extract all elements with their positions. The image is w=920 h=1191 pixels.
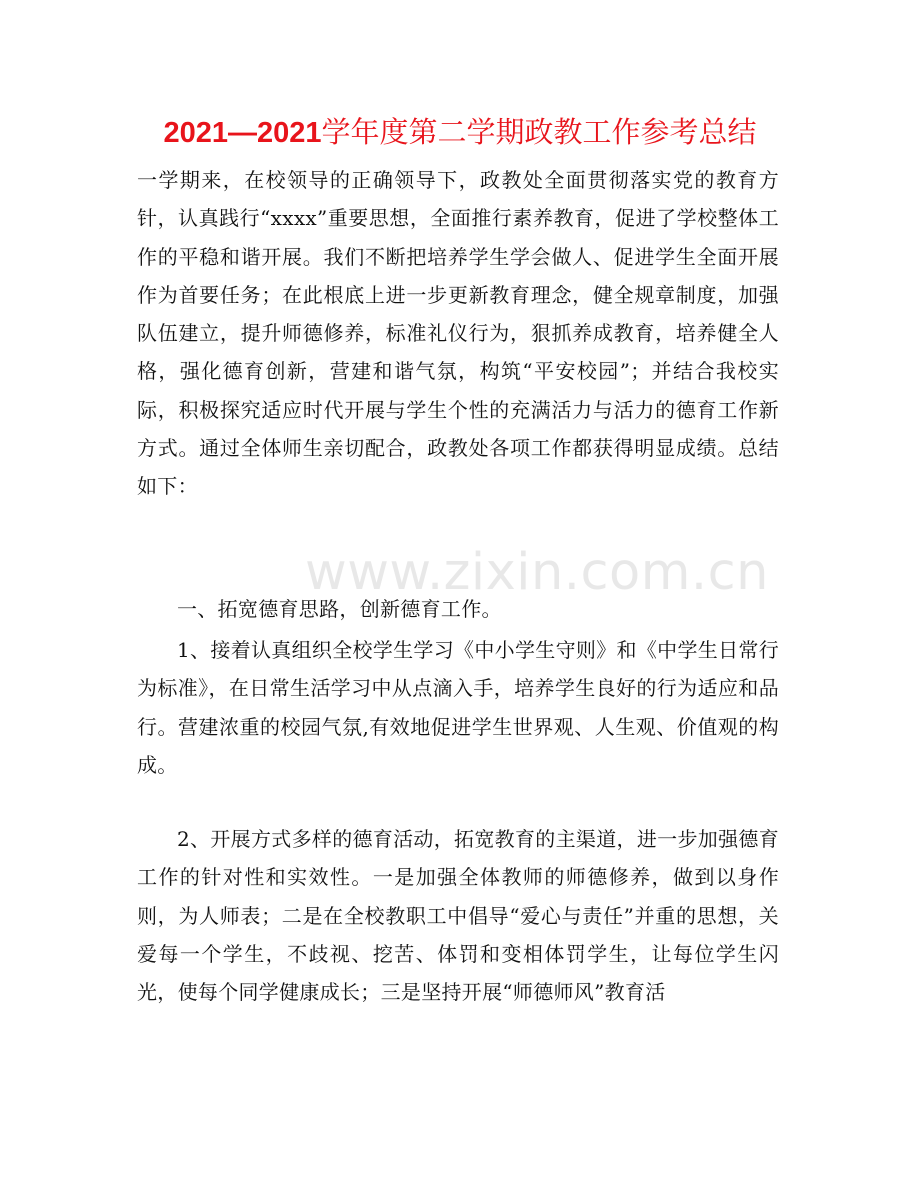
watermark: www.zixin.com.cn [305, 543, 769, 602]
paragraph-item-1: 1、接着认真组织全校学生学习《中小学生守则》和《中学生日常行为标准》，在日常生活学习中从点滴入手，培养学生良好的行为适应和品行。营建浓重的校园气氛,有效地促进学生世界观、人生观、价值观的构成。 [137, 638, 779, 777]
paragraph-item-2: 2、开展方式多样的德育活动，拓宽教育的主渠道，进一步加强德育工作的针对性和实效性。一是加强全体教师的师德修养，做到以身作则，为人师表；二是在全校教职工中倡导“爱心与责任”并重的思想，关爱每一个学生，不歧视、挖苦、体罚和变相体罚学生，让每位学生闪光，使每个同学健康成长；三是坚持开展“师德师风”教育活 [137, 827, 779, 1005]
document-title [0, 112, 920, 153]
title-text: 学年度第二学期政教工作参考总结 [321, 115, 757, 149]
section-heading: 一、拓宽德育思路，创新德育工作。 [177, 597, 502, 621]
title-year: 2021—2021 [163, 117, 322, 149]
paragraph-intro: 一学期来，在校领导的正确领导下，政教处全面贯彻落实党的教育方针，认真践行“xxxx”重要思想，全面推行素养教育，促进了学校整体工作的平稳和谐开展。我们不断把培养学生学会做人、促进学生全面开展作为首要任务；在此根底上进一步更新教育理念，健全规章制度，加强队伍建立，提升师德修养，标准礼仪行为，狠抓养成教育，培养健全人格，强化德育创新，营建和谐气氛，构筑“平安校园”；并结合我校实际，积极探究适应时代开展与学生个性的充满活力与活力的德育工作新方式。通过全体师生亲切配合，政教处各项工作都获得明显成绩。总结如下： [137, 168, 779, 499]
